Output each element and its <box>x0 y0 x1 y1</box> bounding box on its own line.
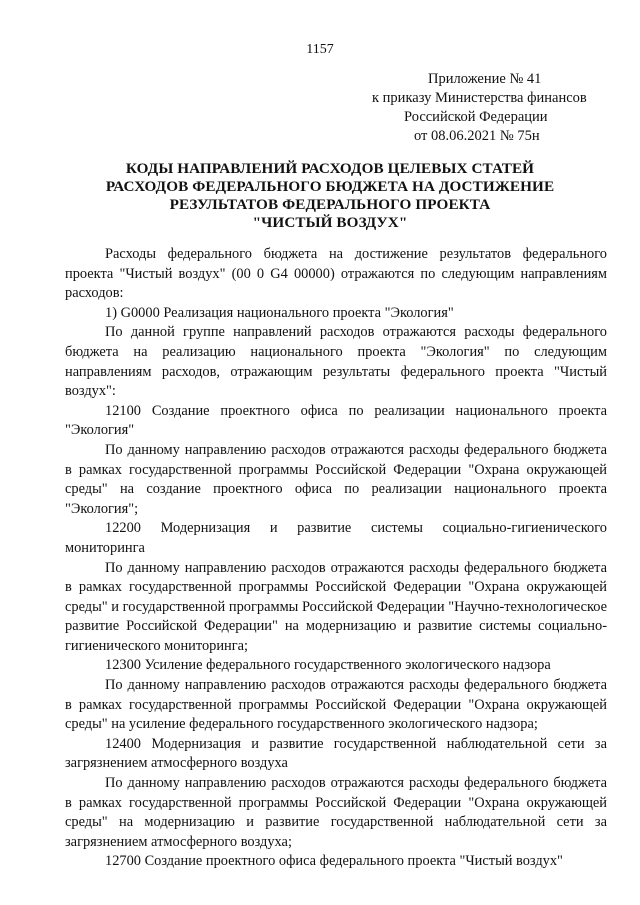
paragraph-code-12300: 12300 Усиление федерального государственного экологического надзора <box>105 657 551 674</box>
paragraph-code-12200-description: По данному направлению расходов отражаются расходы федерального бюджета в рамках государственной программы Российской Федерации "Охрана окружающей среды" и государственной программы Российской Федерации "Научно-технологическое развитие Российской Федерации" на модернизацию и развитие системы социально-гигиенического мониторинга; <box>65 559 607 654</box>
title-line-3: РЕЗУЛЬТАТОВ ФЕДЕРАЛЬНОГО ПРОЕКТА <box>169 196 491 213</box>
paragraph-code-12400: 12400 Модернизация и развитие государственной наблюдательной сети за загрязнением атмосферного воздуха <box>65 735 607 772</box>
appendix-header <box>372 70 612 146</box>
appendix-line-1: Приложение № 41 <box>428 71 542 87</box>
paragraph-intro: Расходы федерального бюджета на достижение результатов федерального проекта "Чистый воздух" (00 0 G4 00000) отражаются по следующим направлениям расходов: <box>65 246 607 302</box>
paragraph-code-12200: 12200 Модернизация и развитие системы социально-гигиенического мониторинга <box>65 520 607 556</box>
document-title <box>60 160 600 232</box>
paragraph-group-description: По данной группе направлений расходов отражаются расходы федерального бюджета на реализацию национального проекта "Экология" по следующим направлениям расходов, отражающим результаты федерального проекта "Чистый воздух": <box>65 324 607 400</box>
paragraph-code-12100-description: По данному направлению расходов отражаются расходы федерального бюджета в рамках государственной программы Российской Федерации "Охрана окружающей среды" на создание проектного офиса по реализации национального проекта "Экология"; <box>65 441 607 517</box>
appendix-line-3: Российской Федерации <box>404 109 548 125</box>
appendix-line-2: к приказу Министерства финансов <box>372 90 587 106</box>
title-line-2: РАСХОДОВ ФЕДЕРАЛЬНОГО БЮДЖЕТА НА ДОСТИЖЕНИЕ <box>105 178 555 195</box>
paragraph-code-12300-description: По данному направлению расходов отражаются расходы федерального бюджета в рамках государственной программы Российской Федерации "Охрана окружающей среды" на усиление федерального государственного экологического надзора; <box>65 677 607 733</box>
title-line-4: "ЧИСТЫЙ ВОЗДУХ" <box>252 214 408 231</box>
paragraph-group-g0000: 1) G0000 Реализация национального проекта "Экология" <box>105 304 454 321</box>
paragraph-code-12400-description: По данному направлению расходов отражаются расходы федерального бюджета в рамках государственной программы Российской Федерации "Охрана окружающей среды" на модернизацию и развитие государственной наблюдательной сети за загрязнением атмосферного воздуха; <box>65 775 607 850</box>
appendix-line-4: от 08.06.2021 № 75н <box>414 128 540 144</box>
document-body <box>65 245 607 872</box>
paragraph-code-12700: 12700 Создание проектного офиса федерального проекта "Чистый воздух" <box>105 853 563 870</box>
title-line-1: КОДЫ НАПРАВЛЕНИЙ РАСХОДОВ ЦЕЛЕВЫХ СТАТЕЙ <box>125 160 535 177</box>
page-number: 1157 <box>306 42 334 57</box>
paragraph-code-12100: 12100 Создание проектного офиса по реализации национального проекта "Экология" <box>65 402 607 439</box>
